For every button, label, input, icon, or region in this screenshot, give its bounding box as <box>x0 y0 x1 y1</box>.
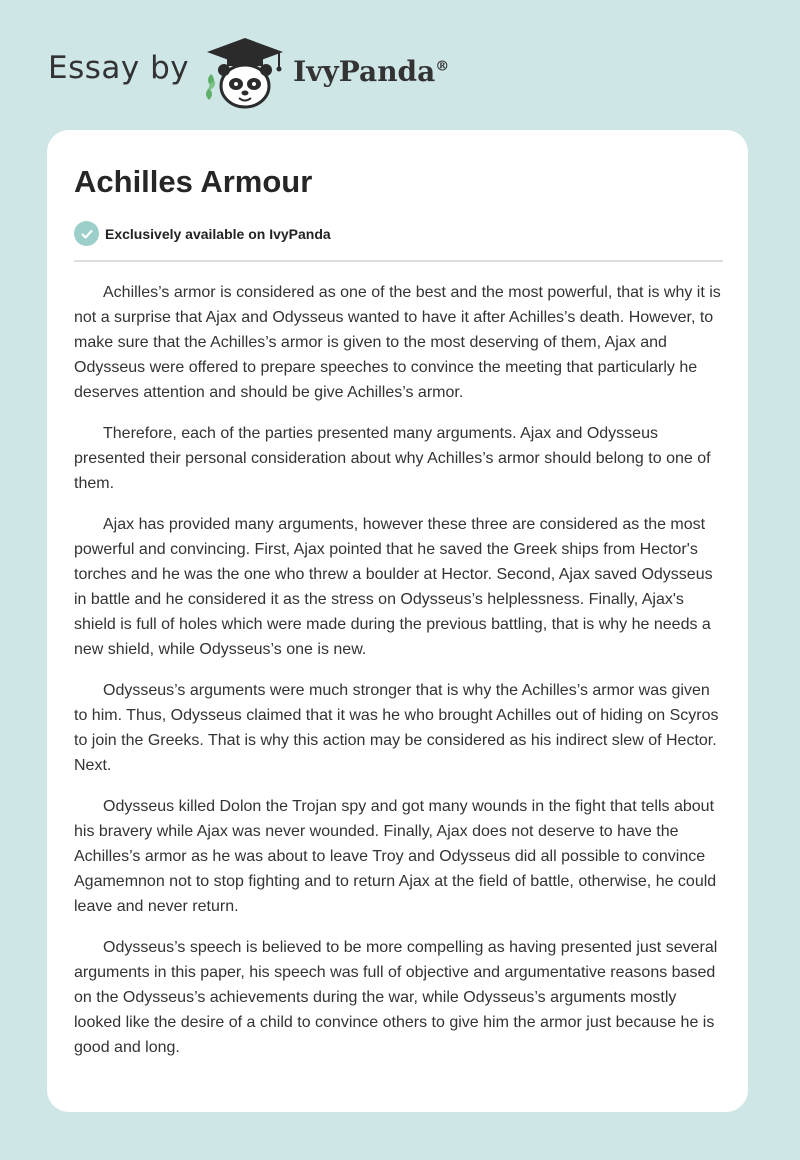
paragraph: Odysseus’s arguments were much stronger that is why the Achilles’s armor was given to him. Thus, Odysseus claimed that it was he who brought Achilles out of hiding on Scyros to join the Greeks. That is why this action may be considered as his indirect slew of Hector. Next. <box>74 682 719 774</box>
exclusive-badge <box>74 221 331 246</box>
page-title: Achilles Armour <box>74 164 313 199</box>
badge-label: Exclusively available on IvyPanda <box>105 225 331 242</box>
paragraph: Therefore, each of the parties presented many arguments. Ajax and Odysseus presented their personal consideration about why Achilles’s armor should belong to one of them. <box>74 425 711 492</box>
registered-mark: ® <box>435 58 450 75</box>
essay-by-label: Essay by <box>48 50 190 86</box>
check-icon <box>74 221 99 246</box>
brand-text: IvyPanda <box>293 54 436 88</box>
essay-body <box>74 280 722 1076</box>
essay-card <box>47 130 748 1112</box>
divider <box>74 260 723 262</box>
paragraph: Odysseus’s speech is believed to be more compelling as having presented just several arguments in this paper, his speech was full of objective and argumentative reasons based on the Odysseus’s achievements during the war, while Odysseus’s arguments mostly looked like the desire of a child to convince others to give him the armor just because he is good and long. <box>74 939 718 1056</box>
site-header <box>48 34 449 110</box>
brand-name[interactable] <box>293 55 449 88</box>
paragraph: Odysseus killed Dolon the Trojan spy and got many wounds in the fight that tells about his bravery while Ajax was never wounded. Finally, Ajax does not deserve to have the Achilles’s armor as he was about to leave Troy and Odysseus did all possible to convince Agamemnon not to stop fighting and to return Ajax at the field of battle, otherwise, he could leave and never return. <box>74 798 717 915</box>
paragraph: Ajax has provided many arguments, however these three are considered as the most powerful and convincing. First, Ajax pointed that he saved the Greek ships from Hector's torches and he was the one who threw a boulder at Hector. Second, Ajax saved Odysseus in battle and he considered it as the stress on Odysseus’s helplessness. Finally, Ajax's shield is full of holes which were made during the previous battling, that is why he needs a new shield, while Odysseus’s one is new. <box>74 516 713 658</box>
paragraph: Achilles’s armor is considered as one of the best and the most powerful, that is why it is not a surprise that Ajax and Odysseus wanted to have it after Achilles’s death. However, to make sure that the Achilles’s armor is given to the most deserving of them, Ajax and Odysseus were offered to prepare speeches to convince the meeting that particularly he deserves attention and should be give Achilles’s armor. <box>74 284 721 401</box>
panda-logo-icon[interactable] <box>199 34 291 110</box>
